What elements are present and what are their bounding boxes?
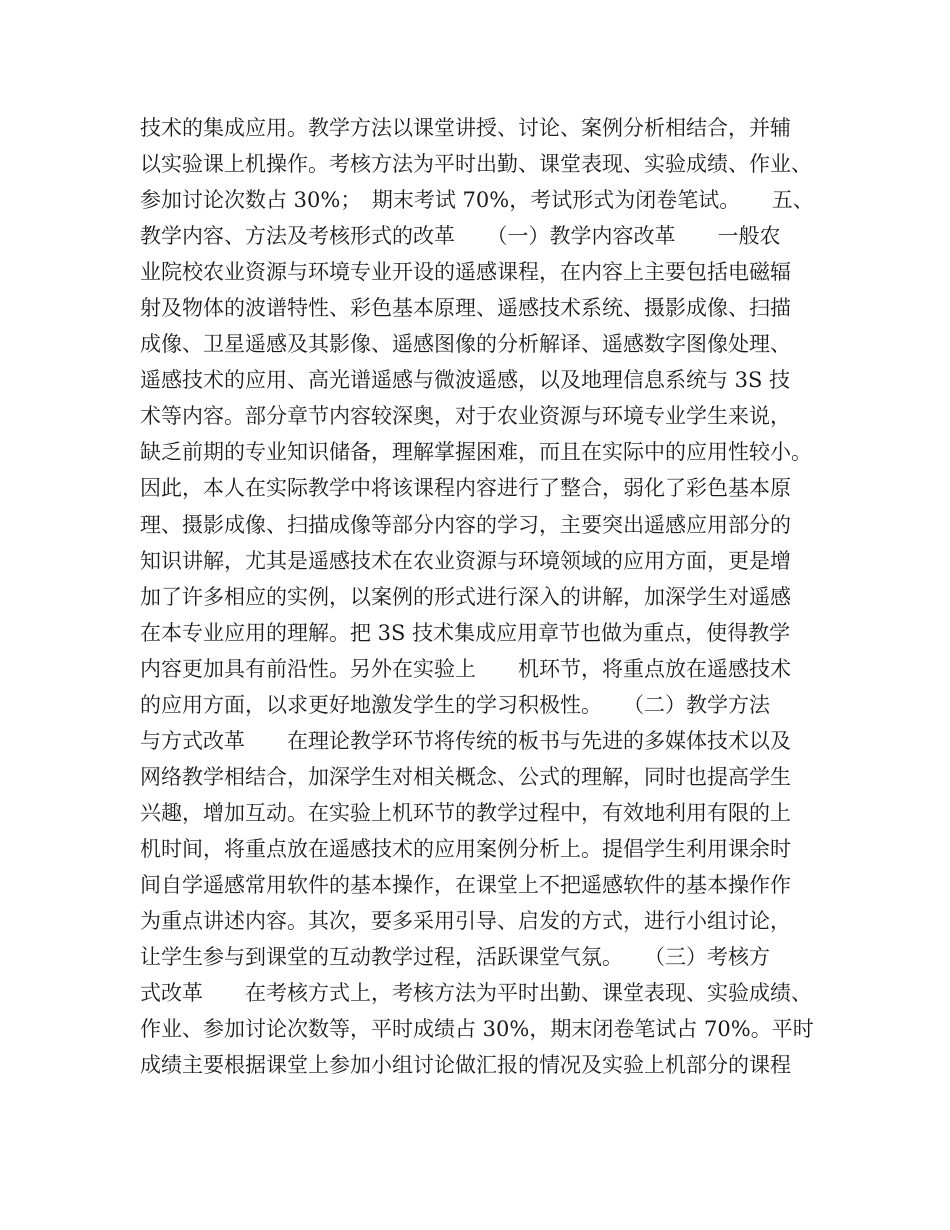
text-line: 让学生参与到课堂的互动教学过程，活跃课堂气氛。 （三）考核方 bbox=[140, 945, 770, 970]
text-line: 式改革 在考核方式上，考核方法为平时出勤、课堂表现、实验成绩、 bbox=[140, 981, 812, 1006]
text-line: 成像、卫星遥感及其影像、遥感图像的分析解译、遥感数字图像处理、 bbox=[140, 332, 791, 357]
text-line: 因此，本人在实际教学中将该课程内容进行了整合，弱化了彩色基本原 bbox=[140, 476, 791, 501]
text-line: 技术的集成应用。教学方法以课堂讲授、讨论、案例分析相结合，并辅 bbox=[140, 116, 791, 140]
text-line: 理、摄影成像、扫描成像等部分内容的学习，主要突出遥感应用部分的 bbox=[140, 512, 791, 537]
text-line: 与方式改革 在理论教学环节将传统的板书与先进的多媒体技术以及 bbox=[140, 728, 791, 753]
text-line: 参加讨论次数占 30%； 期末考试 70%，考试形式为闭卷笔试。 五、 bbox=[140, 188, 814, 213]
text-line: 术等内容。部分章节内容较深奥，对于农业资源与环境专业学生来说， bbox=[140, 404, 791, 429]
text-line: 加了许多相应的实例，以案例的形式进行深入的讲解，加深学生对遥感 bbox=[140, 584, 791, 609]
text-line: 知识讲解，尤其是遥感技术在农业资源与环境领域的应用方面，更是增 bbox=[140, 548, 791, 573]
text-line: 内容更加具有前沿性。另外在实验上 机环节，将重点放在遥感技术 bbox=[140, 656, 791, 681]
text-line: 教学内容、方法及考核形式的改革 （一）教学内容改革 一般农 bbox=[140, 224, 781, 249]
text-line: 作业、参加讨论次数等，平时成绩占 30%，期末闭卷笔试占 70%。平时 bbox=[140, 1017, 814, 1042]
text-line: 的应用方面，以求更好地激发学生的学习积极性。 （二）教学方法 bbox=[140, 692, 770, 717]
text-line: 机时间，将重点放在遥感技术的应用案例分析上。提倡学生利用课余时 bbox=[140, 836, 791, 861]
text-line: 成绩主要根据课堂上参加小组讨论做汇报的情况及实验上机部分的课程 bbox=[140, 1053, 791, 1078]
text-line: 网络教学相结合，加深学生对相关概念、公式的理解，同时也提高学生 bbox=[140, 764, 791, 789]
text-line: 为重点讲述内容。其次，要多采用引导、启发的方式，进行小组讨论， bbox=[140, 909, 791, 934]
text-line: 兴趣，增加互动。在实验上机环节的教学过程中，有效地利用有限的上 bbox=[140, 800, 791, 825]
body-text bbox=[140, 110, 840, 1083]
text-line: 以实验课上机操作。考核方法为平时出勤、课堂表现、实验成绩、作业、 bbox=[140, 152, 812, 177]
text-line: 业院校农业资源与环境专业开设的遥感课程，在内容上主要包括电磁辐 bbox=[140, 260, 791, 285]
text-line: 间自学遥感常用软件的基本操作，在课堂上不把遥感软件的基本操作作 bbox=[140, 872, 791, 897]
text-line: 在本专业应用的理解。把 3S 技术集成应用章节也做为重点，使得教学 bbox=[140, 620, 791, 645]
text-line: 缺乏前期的专业知识储备，理解掌握困难，而且在实际中的应用性较小。 bbox=[140, 440, 812, 465]
text-line: 遥感技术的应用、高光谱遥感与微波遥感，以及地理信息系统与 3S 技 bbox=[140, 368, 791, 393]
text-line: 射及物体的波谱特性、彩色基本原理、遥感技术系统、摄影成像、扫描 bbox=[140, 296, 791, 321]
